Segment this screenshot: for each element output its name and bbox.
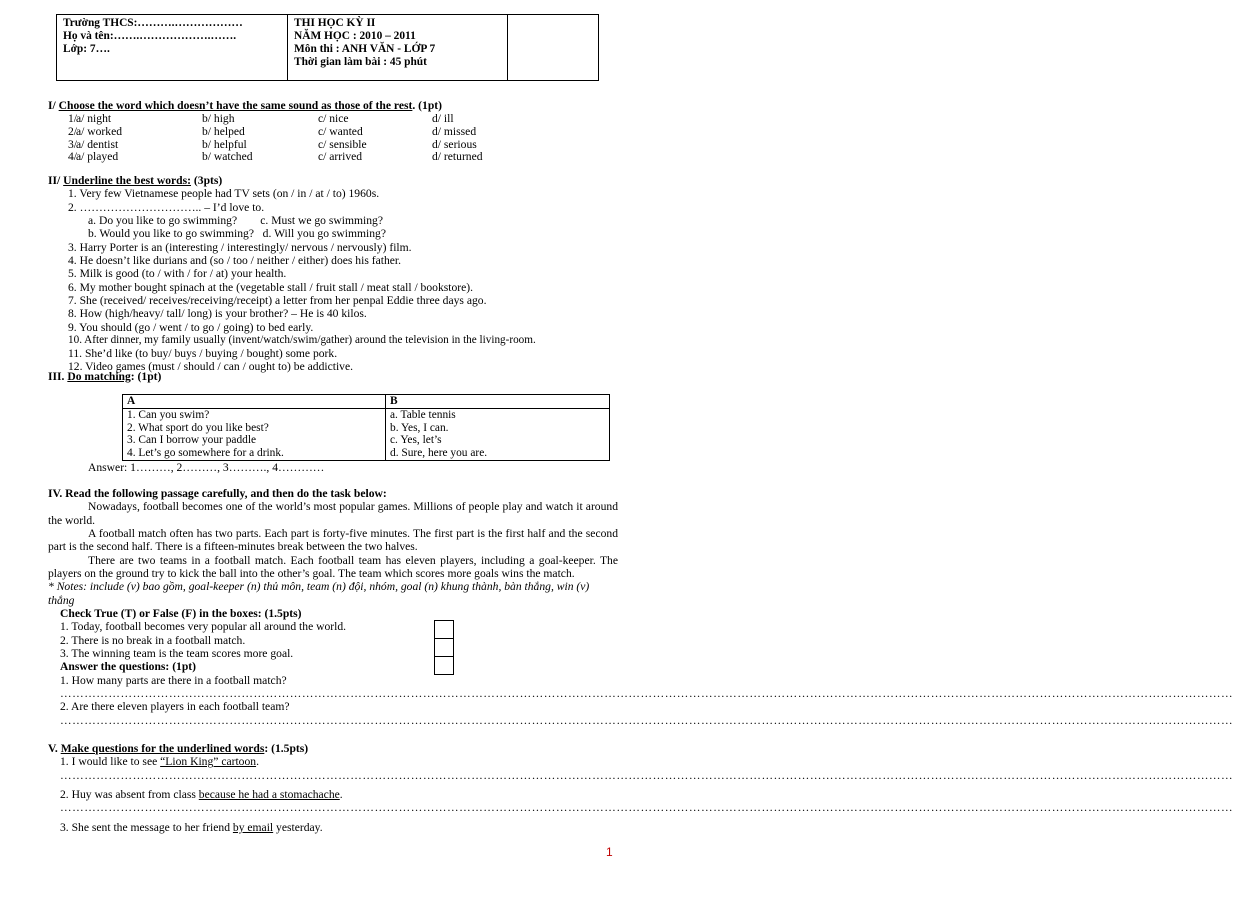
s2-item-7: 7. She (received/ receives/receiving/receipt) a letter from her penpal Eddie three days ago. xyxy=(68,293,487,307)
tf-box-2[interactable] xyxy=(434,638,454,657)
option-b[interactable]: b/ helped xyxy=(202,124,245,138)
section-3-heading: III. Do matching: (1pt) xyxy=(48,370,162,383)
class-field: Lớp: 7…. xyxy=(63,43,110,56)
question-5-2: 2. Huy was absent from class because he had a stomachache. xyxy=(60,787,343,801)
school-year: NĂM HỌC : 2010 – 2011 xyxy=(294,30,416,43)
section-1-heading: I/ Choose the word which doesn’t have the same sound as those of the rest. (1pt) xyxy=(48,99,442,112)
section-5-heading: V. Make questions for the underlined words: (1.5pts) xyxy=(48,742,309,755)
s2-item-1: 1. Very few Vietnamese people had TV sets (on / in / at / to) 1960s. xyxy=(68,187,380,201)
matching-cell-a: 1. Can you swim? 2. What sport do you like best? 3. Can I borrow your paddle 4. Let’s go somewhere for a drink. xyxy=(123,408,386,460)
true-false-heading: Check True (T) or False (F) in the boxes: (1.5pts) xyxy=(60,606,302,620)
option-d[interactable]: d/ missed xyxy=(432,124,477,138)
answer-questions-heading: Answer the questions: (1pt) xyxy=(60,660,197,674)
student-info xyxy=(57,15,288,81)
option-b[interactable]: b/ watched xyxy=(202,150,253,164)
passage-paragraph-3: There are two teams in a football match. Each football team has eleven players, including a goal-keeper. The players on the ground try to kick the ball into the other’s goal. The team which scores more goals wins the match. xyxy=(48,553,618,580)
option-b[interactable]: b/ high xyxy=(202,112,235,126)
section-4 xyxy=(48,487,1233,727)
option-number: 3/ xyxy=(68,137,78,151)
s2-item-2: 2. ………………………….. – I’d love to. xyxy=(68,200,265,214)
option-b[interactable]: b/ helpful xyxy=(202,137,247,151)
s2-item-2b: b. Would you like to go swimming? d. Will you go swimming? xyxy=(88,227,386,241)
option-a[interactable]: a/ worked xyxy=(76,124,123,138)
s2-item-2a: a. Do you like to go swimming? c. Must we go swimming? xyxy=(88,213,383,227)
score-box xyxy=(508,15,599,81)
name-field: Họ và tên:…….……………….……. xyxy=(63,30,237,43)
matching-answer: Answer: 1………, 2………, 3………., 4………… xyxy=(88,461,325,474)
option-c[interactable]: c/ wanted xyxy=(318,124,363,138)
option-c[interactable]: c/ arrived xyxy=(318,150,363,164)
option-row xyxy=(68,112,618,125)
question-5-1: 1. I would like to see “Lion King” cartoon. xyxy=(60,755,259,769)
page-number: 1 xyxy=(606,845,613,859)
subject: Môn thi : ANH VĂN - LỚP 7 xyxy=(294,43,436,56)
s2-item-11: 11. She’d like (to buy/ buys / buying / bought) some pork. xyxy=(68,346,338,360)
exam-info xyxy=(288,15,508,81)
vocabulary-notes: * Notes: include (v) bao gồm, goal-keeper (n) thủ môn, team (n) đội, nhóm, goal (n) khung thành, bàn thắng, win (v) thắng xyxy=(48,580,590,607)
section-1 xyxy=(48,99,618,163)
s2-item-3: 3. Harry Porter is an (interesting / interestingly/ nervous / nervously) film. xyxy=(68,240,412,254)
tf-statement-2: 2. There is no break in a football match. xyxy=(60,633,246,647)
question-2: 2. Are there eleven players in each football team? xyxy=(60,700,290,714)
time-limit: Thời gian làm bài : 45 phút xyxy=(294,56,427,69)
option-c[interactable]: c/ nice xyxy=(318,112,349,126)
answer-line-5-1[interactable]: ………………………………………………………………………………………………………………………………………………………………………………………………………………………………………………………………… xyxy=(60,768,1233,782)
answer-line-5-2[interactable]: ………………………………………………………………………………………………………………………………………………………………………………………………………………………………………………………………… xyxy=(60,801,1233,815)
option-number: 2/ xyxy=(68,124,78,138)
option-number: 1/ xyxy=(68,112,78,126)
section-5 xyxy=(48,742,1233,834)
tf-statement-3: 3. The winning team is the team scores more goal. xyxy=(60,646,294,660)
column-a-header: A xyxy=(123,395,386,409)
true-false-boxes xyxy=(434,620,454,674)
section-1-options xyxy=(68,112,618,162)
answer-line-2[interactable]: ………………………………………………………………………………………………………………………………………………………………………………………………………………………………………………………………… xyxy=(60,713,1233,727)
exam-title: THI HỌC KỲ II xyxy=(294,17,376,29)
column-b-header: B xyxy=(386,395,610,409)
question-5-3: 3. She sent the message to her friend by email yesterday. xyxy=(60,820,323,834)
passage-paragraph-1: Nowadays, football becomes one of the world’s most popular games. Millions of people play and watch it around the world. xyxy=(48,500,618,527)
option-number: 4/ xyxy=(68,150,78,164)
option-d[interactable]: d/ serious xyxy=(432,137,477,151)
option-a[interactable]: a/ played xyxy=(76,150,119,164)
option-d[interactable]: d/ returned xyxy=(432,150,483,164)
s2-item-9: 9. You should (go / went / to go / going) to bed early. xyxy=(68,320,314,334)
header-table xyxy=(56,14,599,81)
option-row xyxy=(68,150,618,163)
matching-table xyxy=(122,394,610,461)
answer-line-1[interactable]: ………………………………………………………………………………………………………………………………………………………………………………………………………………………………………………………………… xyxy=(60,686,1233,700)
question-1: 1. How many parts are there in a football match? xyxy=(60,673,287,687)
section-2-heading: II/ Underline the best words: (3pts) xyxy=(48,174,223,187)
option-row xyxy=(68,125,618,138)
section-4-heading: IV. Read the following passage carefully, and then do the task below: xyxy=(48,487,387,500)
school-field: Trường THCS:……….……………… xyxy=(63,17,243,29)
tf-box-3[interactable] xyxy=(434,656,454,675)
section-2 xyxy=(48,174,618,373)
option-c[interactable]: c/ sensible xyxy=(318,137,367,151)
option-a[interactable]: a/ dentist xyxy=(76,137,119,151)
matching-cell-b: a. Table tennis b. Yes, I can. c. Yes, let’s d. Sure, here you are. xyxy=(386,408,610,460)
option-d[interactable]: d/ ill xyxy=(432,112,454,126)
s2-item-10: 10. After dinner, my family usually (invent/watch/swim/gather) around the television in the living-room. xyxy=(68,333,536,346)
passage-paragraph-2: A football match often has two parts. Each part is forty-five minutes. The first part is the first half and the second part is the second half. There is a fifteen-minutes break between the two halves. xyxy=(48,526,618,554)
option-a[interactable]: a/ night xyxy=(76,112,112,126)
s2-item-12: 12. Video games (must / should / can / ought to) be addictive. xyxy=(68,360,354,374)
s2-item-8: 8. How (high/heavy/ tall/ long) is your brother? – He is 40 kilos. xyxy=(68,307,367,321)
s2-item-5: 5. Milk is good (to / with / for / at) your health. xyxy=(68,267,287,281)
tf-statement-1: 1. Today, football becomes very popular all around the world. xyxy=(60,620,347,634)
s2-item-6: 6. My mother bought spinach at the (vegetable stall / fruit stall / meat stall / bookstore). xyxy=(68,280,474,294)
s2-item-4: 4. He doesn’t like durians and (so / too / neither / either) does his father. xyxy=(68,253,402,267)
option-row xyxy=(68,138,618,151)
tf-box-1[interactable] xyxy=(434,620,454,639)
